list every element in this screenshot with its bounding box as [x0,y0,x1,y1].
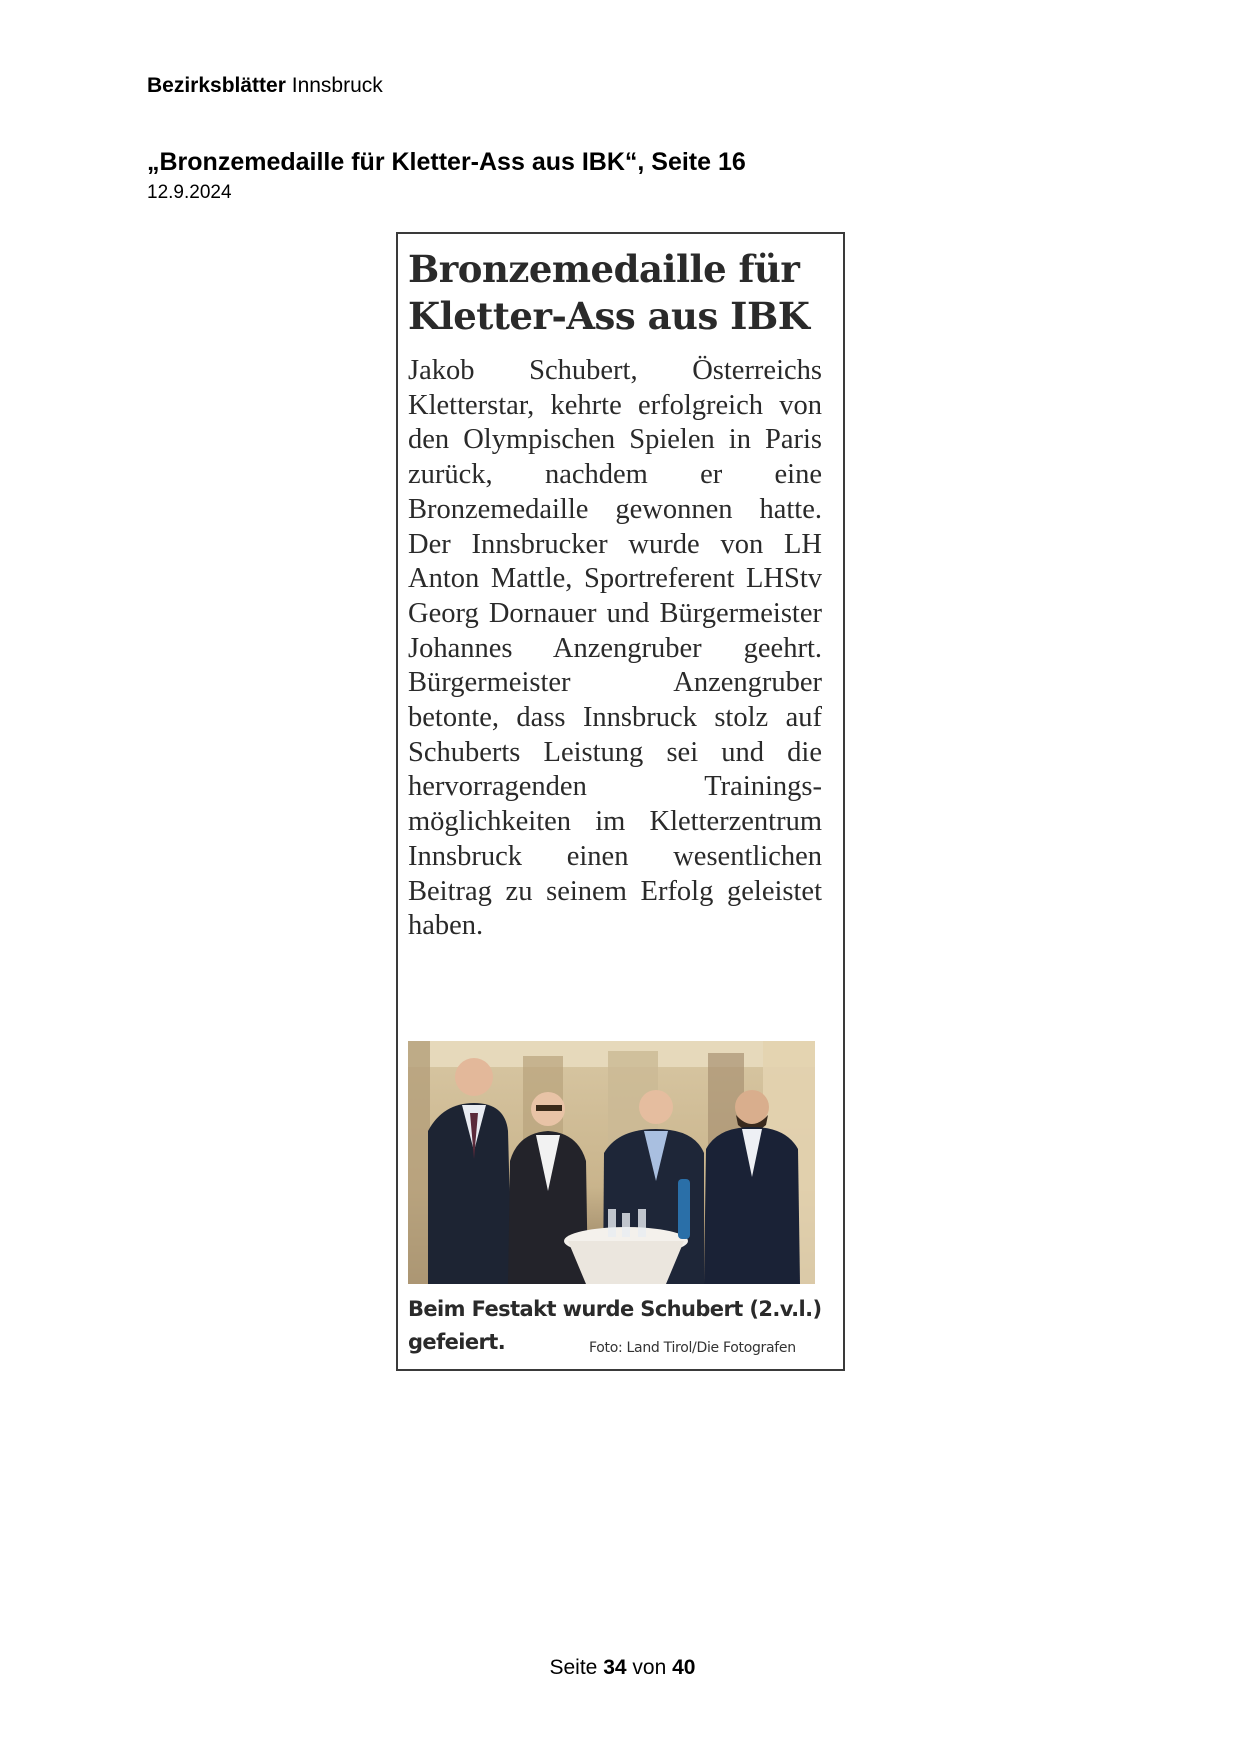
caption-line-2: gefeiert. [408,1330,506,1354]
newspaper-clipping [396,232,845,1371]
article-date: 12.9.2024 [147,182,232,203]
photo-credit: Foto: Land Tirol/Die Fotografen [589,1340,796,1356]
headline-line-1: Bronzemedaille für [408,247,800,291]
clipping-body-text: Jakob Schubert, Österreichs Kletterstar, kehrte erfolgreich von den Olympischen Spielen in Paris zurück, nachdem er eine Bronzemedaille gewonnen hatte. Der Innsbrucker wurde von LH Anton Mattle, Sportreferent LHStv Georg Dornauer und Bürgermeister Johannes Anzengruber geehrt. Bürgermeister Anzengruber betonte, dass Innsbruck stolz auf Schuberts Leistung sei und die hervorragenden Trainingsmöglichkeiten im Kletterzentrum Innsbruck einen wesentlichen Beitrag zu seinem Erfolg geleistet haben. [408,355,822,942]
event-photo [408,1041,815,1284]
page-middle: von [632,1656,667,1679]
publication-name [147,74,383,98]
headline-line-2: Kletter-Ass aus IBK [408,294,810,338]
page-number [0,1656,1241,1680]
clipping-headline [408,246,828,340]
publication-name-regular: Innsbruck [291,74,383,97]
page-prefix: Seite [549,1656,598,1679]
article-reference-title: „Bronzemedaille für Kletter-Ass aus IBK“, Seite 16 [147,148,746,176]
publication-name-bold: Bezirksblätter [147,74,286,97]
total-pages: 40 [672,1656,696,1679]
caption-line-1: Beim Festakt wurde Schubert (2.v.l.) [408,1297,822,1321]
current-page: 34 [603,1656,627,1679]
